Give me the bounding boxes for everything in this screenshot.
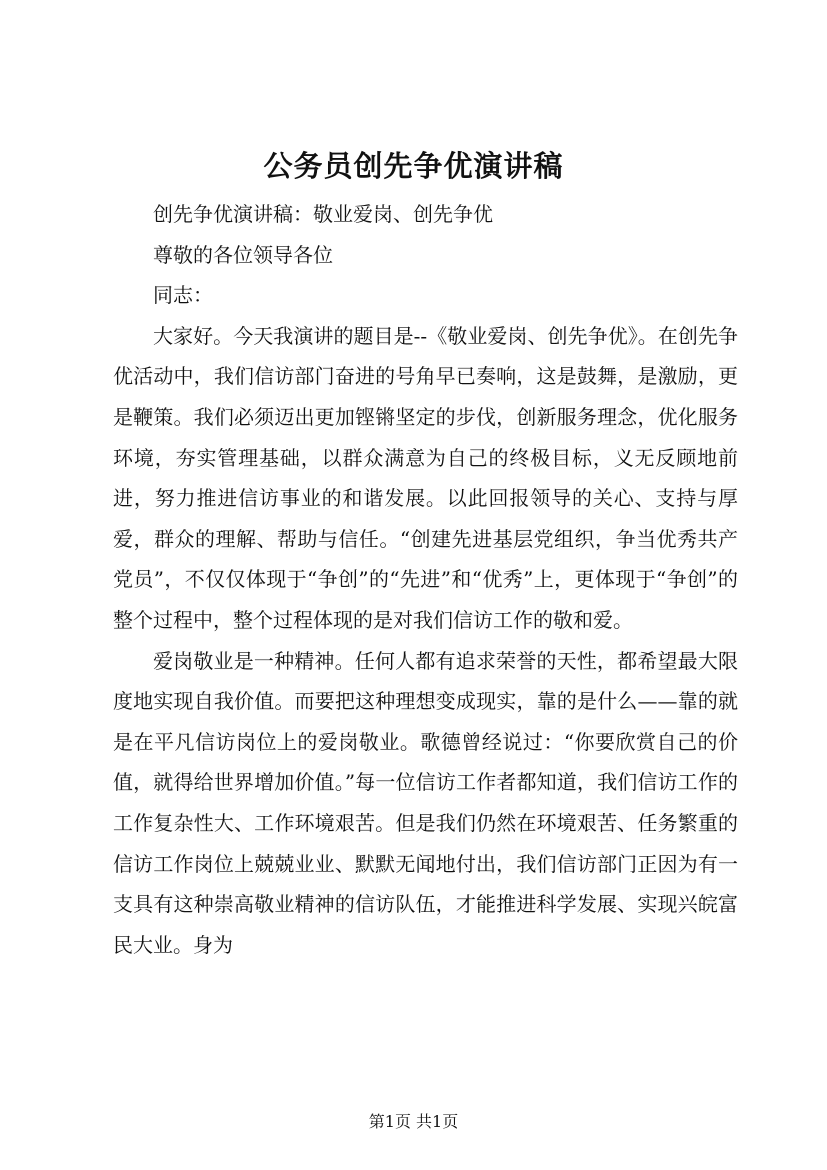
paragraph-body-2: 爱岗敬业是一种精神。任何人都有追求荣誉的天性，都希望最大限度地实现自我价值。而要把这种理想变成现实，靠的是什么——靠的就是在平凡信访岗位上的爱岗敬业。歌德曾经说过：“你要欣赏自己的价值，就得给世界增加价值。”每一位信访工作者都知道，我们信访工作的工作复杂性大、工作环境艰苦。但是我们仍然在环境艰苦、任务繁重的信访工作岗位上兢兢业业、默默无闻地付出，我们信访部门正因为有一支具有这种崇高敬业精神的信访队伍，才能推进科学发展、实现兴皖富民大业。身为 [113,648,738,957]
paragraph-salutation: 尊敬的各位领导各位 [153,242,333,267]
document-title: 公务员创先争优演讲稿 [263,149,564,183]
document-body [113,194,738,965]
paragraph-subtitle: 创先争优演讲稿：敬业爱岗、创先争优 [153,202,493,226]
paragraph-salutation-cont: 同志： [153,283,213,308]
paragraph-body-1: 大家好。今天我演讲的题目是--《敬业爱岗、创先争优》。在创先争优活动中，我们信访部门奋进的号角早已奏响，这是鼓舞，是激励，更是鞭策。我们必须迈出更加铿锵坚定的步伐，创新服务理念，优化服务环境，夯实管理基础，以群众满意为自己的终极目标，义无反顾地前进，努力推进信访事业的和谐发展。以此回报领导的关心、支持与厚爱，群众的理解、帮助与信任。“创建先进基层党组织，争当优秀共产党员”，不仅仅体现于“争创”的“先进”和“优秀”上，更体现于“争创”的整个过程中，整个过程体现的是对我们信访工作的敬和爱。 [113,323,738,632]
page-footer: 第1页 共1页 [368,1112,459,1131]
